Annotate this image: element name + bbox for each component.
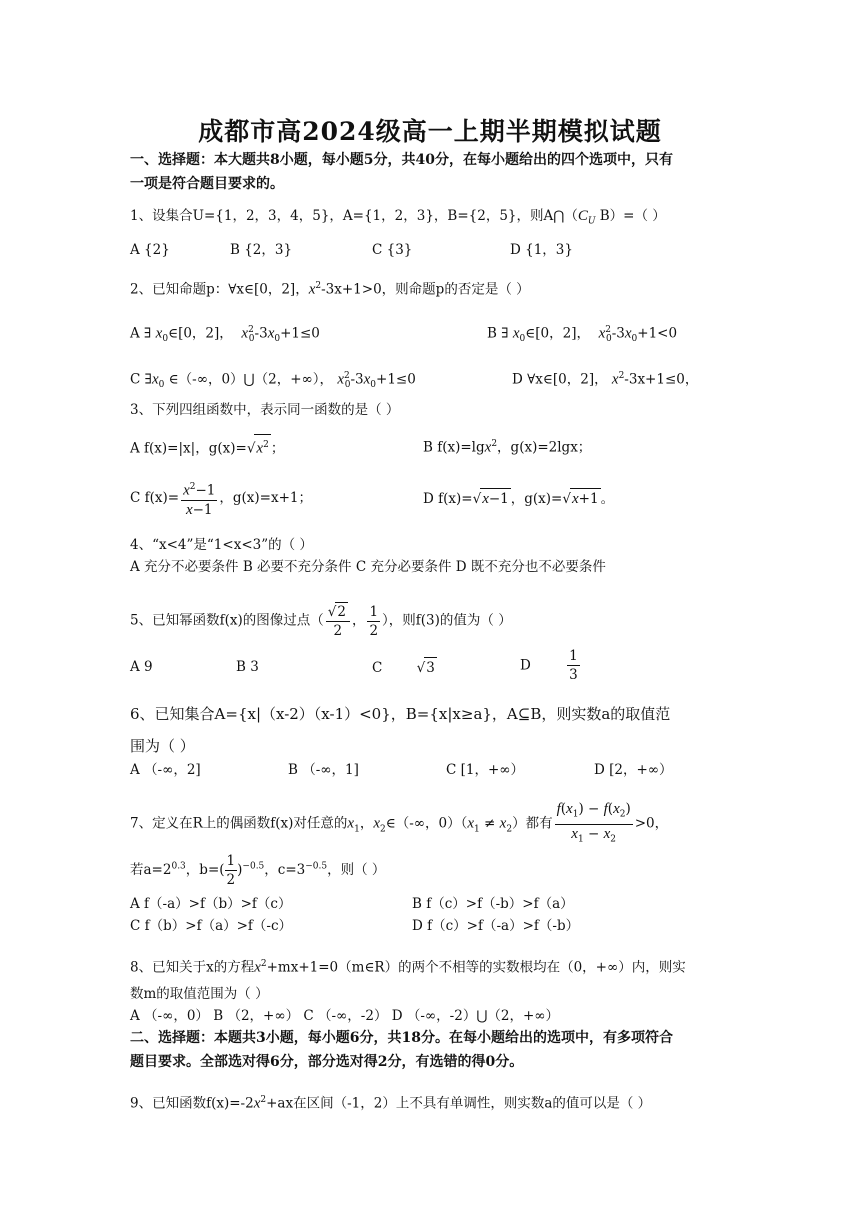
question-4-stem: 4、“x<4”是“1<x<3”的（ ） bbox=[130, 537, 313, 553]
section1-heading-line1: 一、选择题：本大题共8小题，每小题5分，共40分，在每小题给出的四个选项中，只有 bbox=[130, 152, 673, 168]
q4-options: A 充分不必要条件 B 必要不充分条件 C 充分必要条件 D 既不充分也不必要条件 bbox=[130, 559, 606, 575]
q6-option-b: B （-∞，1] bbox=[288, 762, 359, 778]
section2-heading-line2: 题目要求。全部选对得6分，部分选对得2分，有选错的得0分。 bbox=[130, 1054, 524, 1070]
q1-option-a: A {2} bbox=[130, 242, 170, 258]
q2-option-c: C $\exists x_0$ ∈（-∞，0）⋃（2，+∞）， $x^2_0-3x_0+1\le 0$ bbox=[130, 371, 416, 391]
q2-option-a: A ∃ $x_0\in[0$，2]， $x^2_0-3x_0+1\le 0$ bbox=[130, 325, 320, 345]
q3-option-d: D f(x)=√x−1 ，g(x)=√x+1 。 bbox=[423, 488, 614, 509]
q2-option-b: B ∃ $x_0\in[0$，2]， $x^2_0-3x_0+1<0$ bbox=[487, 325, 678, 345]
q3-option-b: B f(x)=lgx$^2$，g(x)=2lgx； bbox=[423, 439, 592, 456]
q7-option-b: B f（c）>f（-b）>f（a） bbox=[412, 896, 574, 912]
section1-heading-line2: 一项是符合题目要求的。 bbox=[130, 176, 284, 192]
question-5-stem: 5、已知幂函数f(x)的图像过点（ $\frac{√2}{2}$ ， $\frac{1}{2}$ ），则f(3)的值为（ ） bbox=[130, 603, 512, 639]
q5-option-d: D $\frac{1}{3}$ bbox=[520, 648, 578, 683]
question-6-line1: 6、已知集合A={x|（x-2）（x-1）<0}，B={x|x≥a}，A⊆B，则实数a的取值范 bbox=[130, 705, 671, 723]
q7-option-d: D f（c）>f（-a）>f（-b） bbox=[412, 918, 580, 934]
q2-option-d: D ∀x∈[0，2]， $x^2-3x+1\le 0$， bbox=[512, 371, 699, 388]
q5-option-c: C √3 bbox=[372, 657, 437, 678]
q6-option-d: D [2，+∞） bbox=[594, 762, 673, 778]
question-2-stem: 2、已知命题p：∀x∈[0，2]，$x^2-3x+1>0$，则命题p的否定是（ ） bbox=[130, 281, 530, 298]
q3-option-a: A f(x)=|x|，$g(x)=√x^2$ ； bbox=[130, 434, 284, 459]
q6-option-c: C [1，+∞） bbox=[446, 762, 525, 778]
q3-option-c: C f(x)= $\frac{x^2-1}{x-1}$ ，g(x)=x+1； bbox=[130, 478, 312, 519]
q1-option-b: B {2，3} bbox=[230, 242, 293, 258]
q6-option-a: A （-∞，2] bbox=[130, 762, 201, 778]
q5-option-a: A 9 bbox=[130, 659, 153, 675]
question-7-line2: 若$a=2^{0.3}$，b=( $\frac{1}{2}$ )$^{-0.5}$，$c=3^{-0.5}$，则（ ） bbox=[130, 853, 386, 888]
question-8-line2: 数m的取值范围为（ ） bbox=[130, 986, 269, 1002]
question-9-stem: 9、已知函数$f(x)=-2x^2+ax$在区间（-1，2）上不具有单调性，则实数a的值可以是（ ） bbox=[130, 1095, 652, 1112]
question-7-line1: 7、定义在R上的偶函数f(x)对任意的$x_1$，$x_2\in(-\infty$，$0)(x_1 \ne x_2)$都有 $\frac{f(x_1) - f(x_2)}{x_1 - x_2}$ >0， bbox=[130, 801, 669, 845]
page-title: 成都市高2024级高一上期半期模拟试题 bbox=[198, 117, 662, 146]
q1-option-d: D {1，3} bbox=[510, 242, 573, 258]
question-8-line1: 8、已知关于x的方程$x^2+mx+1=0(m\in R)$的两个不相等的实数根均在（0，+∞）内，则实 bbox=[130, 959, 686, 976]
question-1-stem: 1、设集合U={1，2，3，4，5}，A={1，2，3}，B={2，5}，则$A⋂(C_U$ B）=（ ） bbox=[130, 208, 666, 227]
section2-heading-line1: 二、选择题：本题共3小题，每小题6分，共18分。在每小题给出的选项中，有多项符合 bbox=[130, 1030, 673, 1046]
q7-option-c: C f（b）>f（a）>f（-c） bbox=[130, 918, 293, 934]
q8-options: A （-∞，0） B （2，+∞） C （-∞，-2） D （-∞，-2）⋃（2，+∞） bbox=[130, 1008, 560, 1024]
q5-option-b: B 3 bbox=[236, 659, 259, 675]
question-3-stem: 3、下列四组函数中，表示同一函数的是（ ） bbox=[130, 402, 400, 418]
q7-option-a: A f（-a）>f（b）>f（c） bbox=[130, 896, 292, 912]
question-6-line2: 围为（ ） bbox=[130, 737, 195, 755]
q1-option-c: C {3} bbox=[372, 242, 413, 258]
